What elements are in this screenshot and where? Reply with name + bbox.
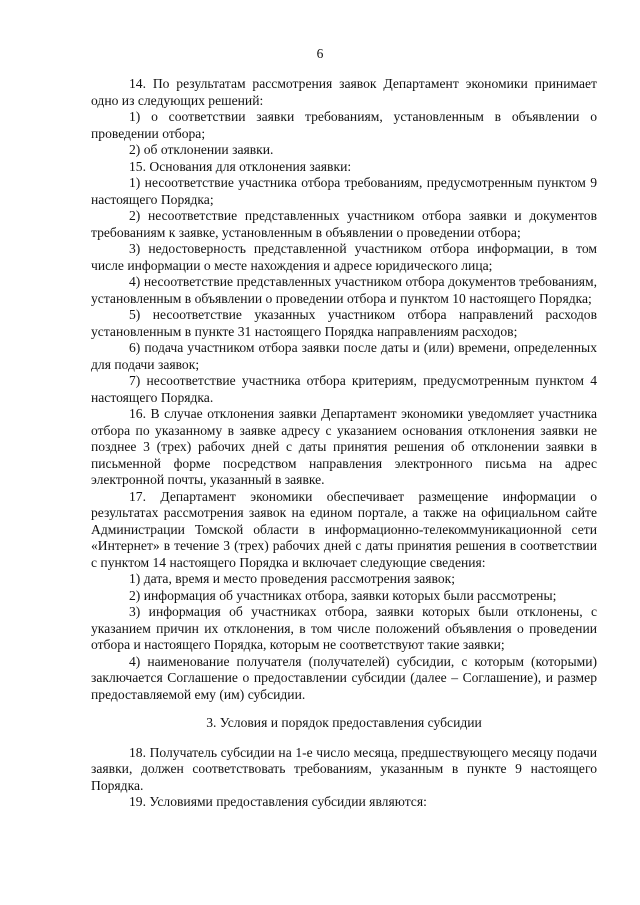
paragraph-15-item-3: 3) недостоверность представленной участником отбора информации, в том числе информации о месте нахождения и адресе юридического лица; bbox=[91, 241, 597, 273]
document-body bbox=[91, 76, 597, 811]
paragraph-17-item-3: 3) информация об участниках отбора, заявки которых были отклонены, с указанием причин их отклонения, в том числе положений объявления о проведении отбора и настоящего Порядка, которым не соответствуют такие заявки; bbox=[91, 604, 597, 652]
paragraph-18: 18. Получатель субсидии на 1-е число месяца, предшествующего месяцу подачи заявки, должен соответствовать требованиям, указанным в пункте 9 настоящего Порядка. bbox=[91, 744, 597, 793]
paragraph-19: 19. Условиями предоставления субсидии являются: bbox=[129, 794, 427, 809]
paragraph-15-item-7: 7) несоответствие участника отбора критериям, предусмотренным пунктом 4 настоящего Порядка. bbox=[91, 373, 597, 405]
paragraph-17: 17. Департамент экономики обеспечивает размещение информации о результатах рассмотрения заявок на едином портале, а также на официальном сайте Администрации Томской области в информационно-телекоммуникационной сети «Интернет» в течение 3 (трех) рабочих дней с даты принятия решения в соответствии с пунктом 14 настоящего Порядка и включает следующие сведения: bbox=[91, 488, 597, 570]
paragraph-16: 16. В случае отклонения заявки Департамент экономики уведомляет участника отбора по указанному в заявке адресу с указанием основания отклонения заявки не позднее 3 (трех) рабочих дней с даты принятия решения об отклонении заявки в письменной форме посредством направления электронного письма на адрес электронной почты, указанный в заявке. bbox=[91, 406, 597, 487]
page-number: 6 bbox=[316, 46, 324, 61]
paragraph-17-item-1: 1) дата, время и место проведения рассмотрения заявок; bbox=[129, 571, 456, 586]
paragraph-14-item-2: 2) об отклонении заявки. bbox=[129, 142, 274, 157]
paragraph-15-item-5: 5) несоответствие указанных участником отбора направлений расходов установленным в пункте 31 настоящего Порядка направлениям расходов; bbox=[91, 307, 597, 339]
paragraph-15-item-1: 1) несоответствие участника отбора требованиям, предусмотренным пунктом 9 настоящего Порядка; bbox=[91, 175, 597, 207]
paragraph-15: 15. Основания для отклонения заявки: bbox=[129, 158, 352, 174]
section-heading: 3. Условия и порядок предоставления субсидии bbox=[206, 715, 482, 730]
paragraph-15-item-4: 4) несоответствие представленных участником отбора документов требованиям, установленным в объявлении о проведении отбора и пунктом 10 настоящего Порядка; bbox=[91, 274, 597, 306]
paragraph-14: 14. По результатам рассмотрения заявок Департамент экономики принимает одно из следующих решений: bbox=[91, 76, 597, 108]
paragraph-14-item-1: 1) о соответствии заявки требованиям, установленным в объявлении о проведении отбора; bbox=[91, 109, 597, 141]
paragraph-17-item-4: 4) наименование получателя (получателей) субсидии, с которым (которыми) заключается Соглашение о предоставлении субсидии (далее – Соглашение), и размер предоставляемой ему (им) субсидии. bbox=[91, 653, 597, 702]
paragraph-15-item-2: 2) несоответствие представленных участником отбора заявки и документов требованиям к заявке, установленным в объявлении о проведении отбора; bbox=[91, 208, 597, 240]
paragraph-15-item-6: 6) подача участником отбора заявки после даты и (или) времени, определенных для подачи заявок; bbox=[91, 340, 597, 372]
paragraph-17-item-2: 2) информация об участниках отбора, заявки которых были рассмотрены; bbox=[129, 587, 557, 603]
